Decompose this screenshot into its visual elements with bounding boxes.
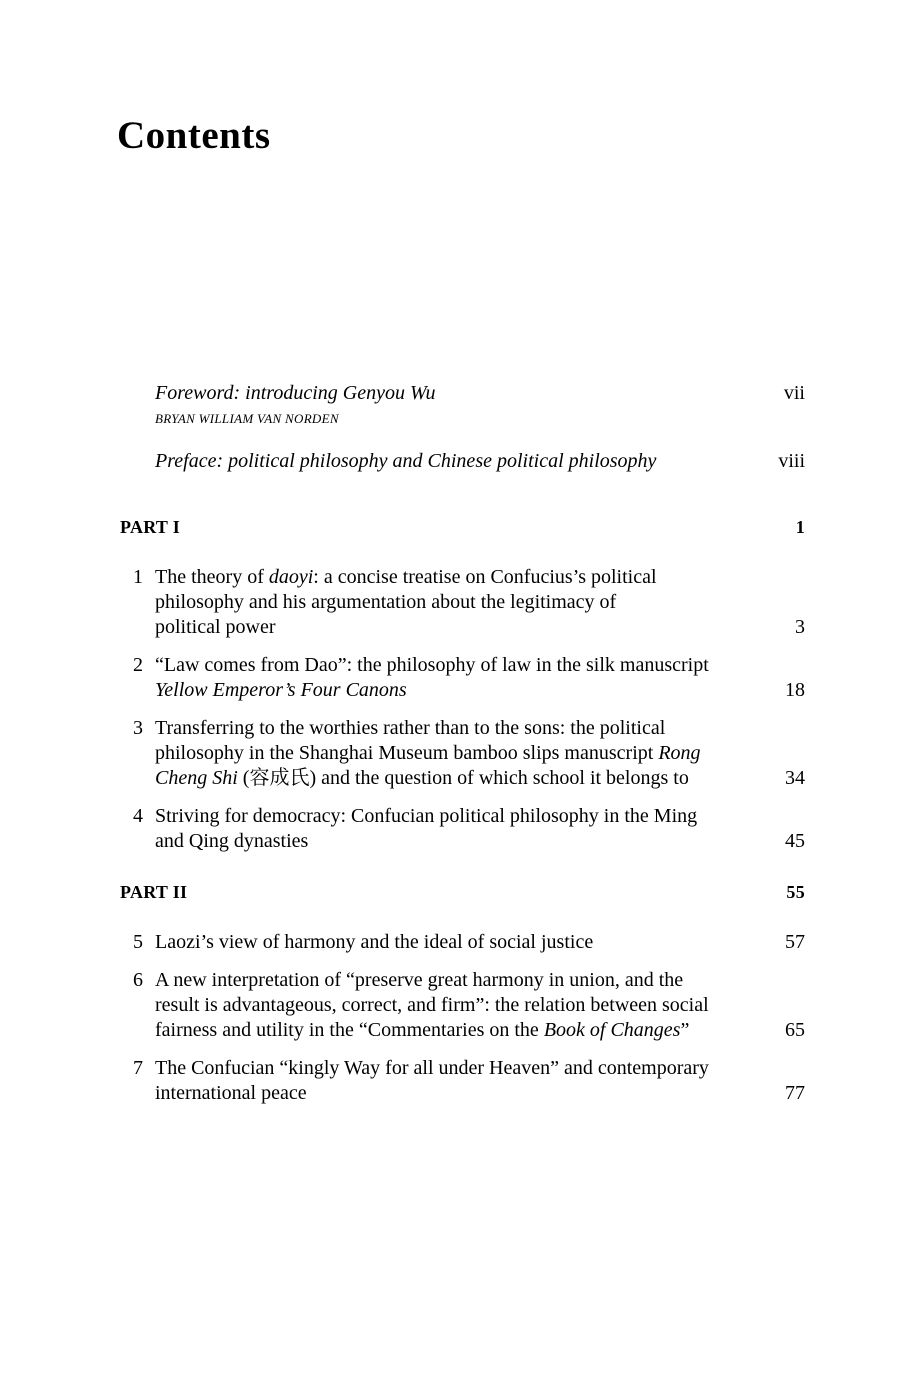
chapter-title bbox=[155, 930, 773, 955]
text-run: “Law comes from Dao”: the philosophy of law in the silk manuscript bbox=[155, 654, 709, 676]
text-run: The Confucian “kingly Way for all under Heaven” and contemporary bbox=[155, 1057, 709, 1079]
part-section bbox=[120, 516, 805, 854]
chapter-title-line bbox=[155, 653, 773, 678]
chapter-title-line bbox=[155, 968, 773, 993]
front-matter-entry bbox=[120, 381, 805, 427]
chapter-title-line bbox=[155, 678, 773, 703]
chapter-number: 3 bbox=[133, 717, 143, 739]
chapter-title-line bbox=[155, 615, 783, 640]
chapter-title-line bbox=[155, 1056, 773, 1081]
front-matter-section bbox=[120, 381, 805, 473]
toc-entry bbox=[120, 716, 805, 791]
front-matter-entry bbox=[120, 449, 805, 473]
part-page-number: 1 bbox=[795, 517, 805, 537]
toc-entry bbox=[120, 565, 805, 640]
italic-text-run: Cheng Shi bbox=[155, 767, 238, 789]
toc-entry bbox=[120, 930, 805, 955]
chapter-number: 6 bbox=[133, 969, 143, 991]
chapter-title-line bbox=[155, 565, 783, 590]
page-number: 77 bbox=[785, 1082, 805, 1104]
text-run: result is advantageous, correct, and firm”: the relation between social bbox=[155, 994, 709, 1016]
chapter-title-line bbox=[155, 716, 773, 741]
toc-entry bbox=[120, 653, 805, 703]
text-run: philosophy in the Shanghai Museum bamboo slips manuscript bbox=[155, 742, 659, 764]
text-run: The theory of bbox=[155, 566, 269, 588]
chapter-number: 2 bbox=[133, 654, 143, 676]
front-matter-row bbox=[120, 449, 805, 473]
page-number: viii bbox=[778, 450, 805, 472]
text-run: ” bbox=[680, 1019, 690, 1041]
chapter-title bbox=[155, 716, 773, 791]
text-run: Transferring to the worthies rather than to the sons: the political bbox=[155, 717, 666, 739]
part-page-number: 55 bbox=[786, 882, 805, 902]
page-number: 45 bbox=[785, 830, 805, 852]
text-run: political power bbox=[155, 616, 276, 638]
chapter-number: 7 bbox=[133, 1057, 143, 1079]
italic-text-run: Foreword: introducing Genyou Wu bbox=[155, 382, 436, 404]
italic-text-run: daoyi bbox=[268, 566, 314, 588]
text-run: Striving for democracy: Confucian political philosophy in the Ming bbox=[155, 805, 698, 827]
toc-entry bbox=[120, 968, 805, 1043]
chapter-title-line bbox=[155, 930, 773, 955]
chapter-number: 4 bbox=[133, 805, 143, 827]
chapter-title-line bbox=[155, 993, 773, 1018]
page-number: vii bbox=[783, 382, 805, 404]
toc-entry bbox=[120, 1056, 805, 1106]
part-label: PART II bbox=[120, 882, 188, 902]
italic-text-run: Book of Changes bbox=[543, 1019, 681, 1041]
front-matter-title bbox=[155, 449, 766, 473]
italic-text-run: Rong bbox=[658, 742, 701, 764]
text-run: (容成氏) and the question of which school it belongs to bbox=[237, 767, 689, 789]
chapter-title-line bbox=[155, 829, 773, 854]
part-section bbox=[120, 881, 805, 1106]
chapter-title bbox=[155, 653, 773, 703]
part-label: PART I bbox=[120, 517, 181, 537]
chapter-number: 1 bbox=[133, 566, 143, 588]
chapter-title bbox=[155, 968, 773, 1043]
front-matter-row bbox=[120, 381, 805, 405]
part-heading bbox=[120, 881, 805, 903]
italic-text-run: Yellow Emperor’s Four Canons bbox=[155, 679, 407, 701]
chapter-title-line bbox=[155, 766, 773, 791]
chapter-title-line bbox=[155, 1018, 773, 1043]
page-number: 3 bbox=[795, 616, 805, 638]
parts-section bbox=[120, 516, 805, 1106]
chapter-title bbox=[155, 804, 773, 854]
text-run: A new interpretation of “preserve great harmony in union, and the bbox=[155, 969, 684, 991]
chapter-title bbox=[155, 565, 783, 640]
front-matter-title bbox=[155, 381, 772, 405]
page-number: 18 bbox=[785, 679, 805, 701]
page-number: 57 bbox=[785, 931, 805, 953]
front-matter-author: BRYAN WILLIAM VAN NORDEN bbox=[155, 411, 339, 426]
text-run: : a concise treatise on Confucius’s political bbox=[313, 566, 657, 588]
italic-text-run: Preface: political philosophy and Chinese political philosophy bbox=[155, 450, 657, 472]
chapter-title bbox=[155, 1056, 773, 1106]
text-run: fairness and utility in the “Commentaries on the bbox=[155, 1019, 544, 1041]
text-run: Laozi’s view of harmony and the ideal of social justice bbox=[155, 931, 594, 953]
chapter-title-line bbox=[155, 741, 773, 766]
page-number: 34 bbox=[785, 767, 805, 789]
text-run: philosophy and his argumentation about the legitimacy of bbox=[155, 591, 617, 613]
table-of-contents bbox=[120, 160, 805, 1106]
chapter-number: 5 bbox=[133, 931, 143, 953]
chapter-title-line bbox=[155, 1081, 773, 1106]
text-run: international peace bbox=[155, 1082, 307, 1104]
chapter-title-line bbox=[155, 804, 773, 829]
page-number: 65 bbox=[785, 1019, 805, 1041]
toc-entry bbox=[120, 804, 805, 854]
part-heading bbox=[120, 516, 805, 538]
chapter-title-line bbox=[155, 590, 783, 615]
text-run: and Qing dynasties bbox=[155, 830, 309, 852]
page-title: Contents bbox=[117, 114, 271, 157]
